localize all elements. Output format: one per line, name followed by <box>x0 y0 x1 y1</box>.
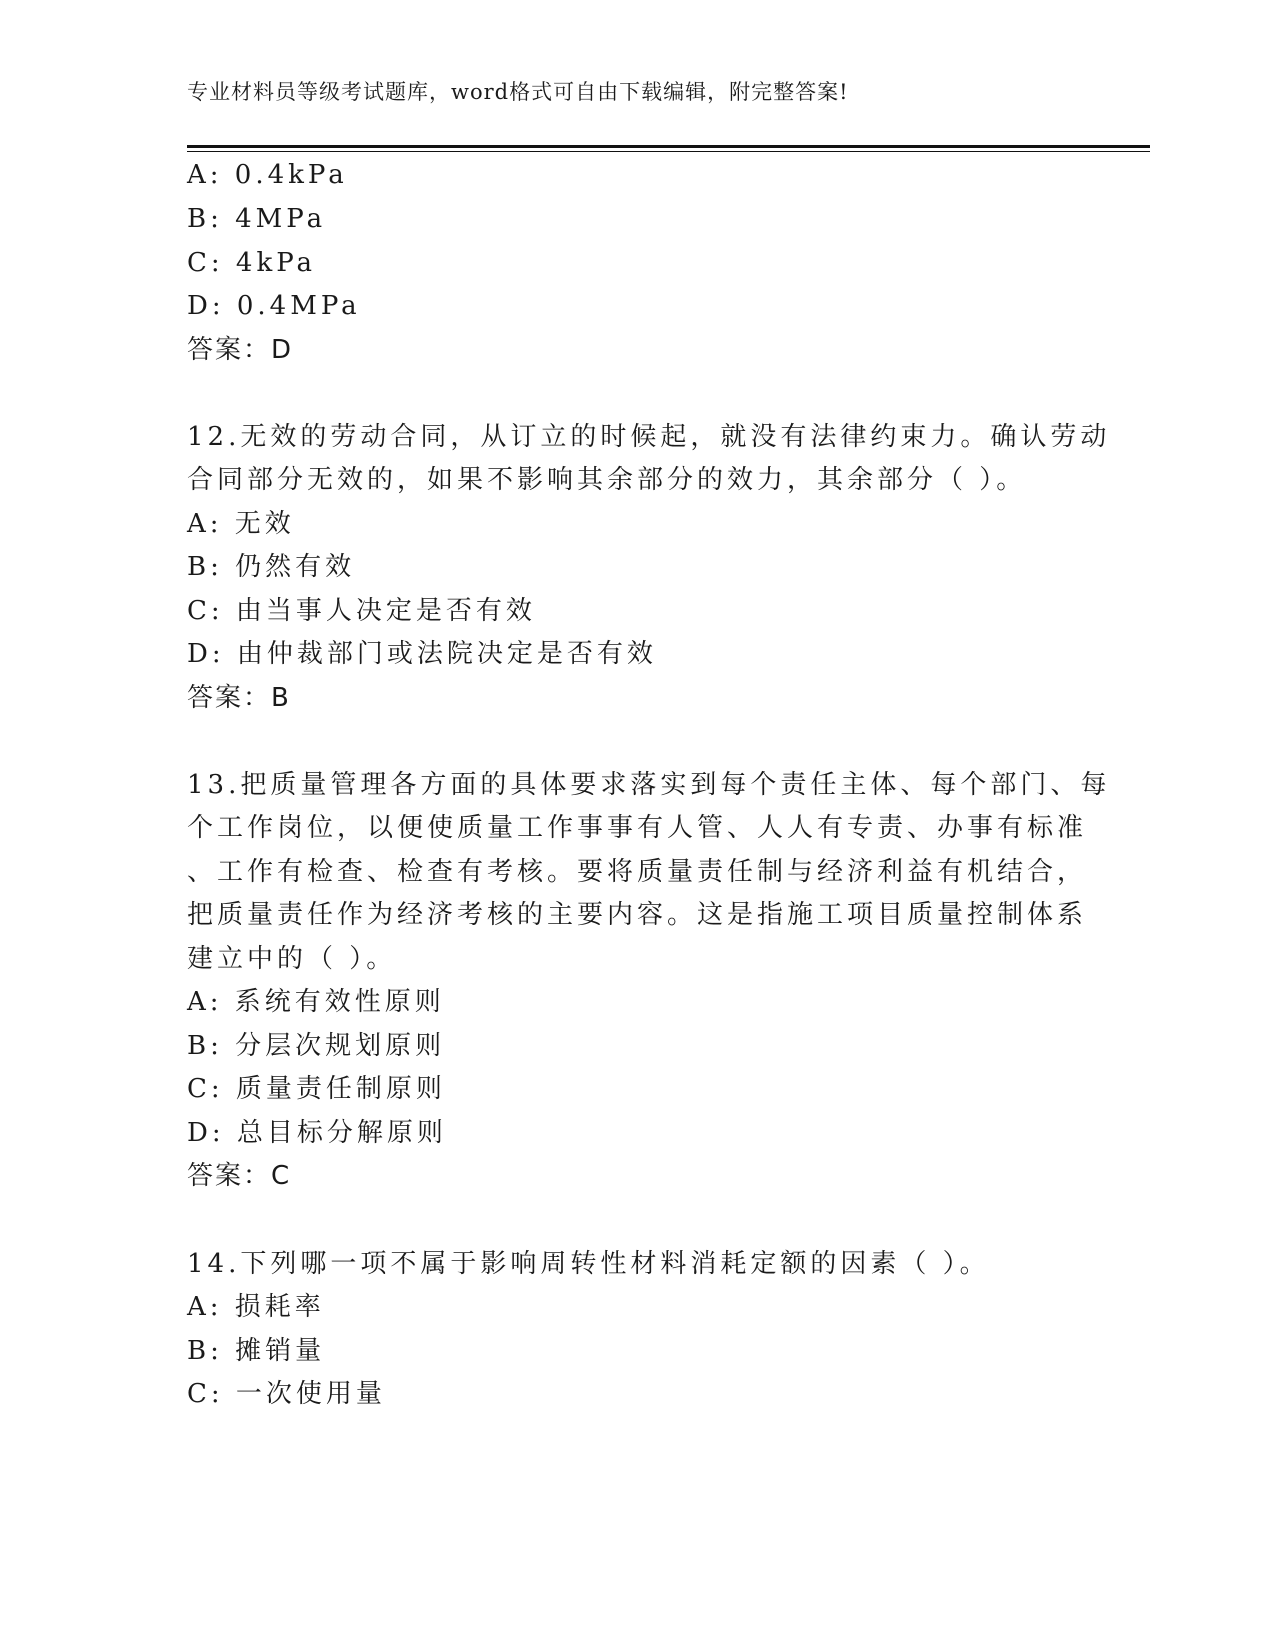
header-note: 专业材料员等级考试题库，word格式可自由下载编辑，附完整答案! <box>187 80 849 104</box>
q12-option-a: A: 无效 <box>187 509 295 539</box>
prev-option-b: B: 4MPa <box>187 204 327 234</box>
q13-answer: 答案：C <box>187 1161 292 1191</box>
q12-option-b: B: 仍然有效 <box>187 552 356 582</box>
prev-answer: 答案：D <box>187 335 294 365</box>
prev-option-a: A: 0.4kPa <box>187 160 348 190</box>
q12-option-c: C: 由当事人决定是否有效 <box>187 596 536 626</box>
q14-option-a: A: 损耗率 <box>187 1292 325 1322</box>
prev-option-c: C: 4kPa <box>187 248 317 278</box>
q13-option-b: B: 分层次规划原则 <box>187 1031 446 1061</box>
q12-option-d: D: 由仲裁部门或法院决定是否有效 <box>187 639 657 669</box>
q13-option-a: A: 系统有效性原则 <box>187 987 445 1017</box>
q14-stem-line-1: 14.下列哪一项不属于影响周转性材料消耗定额的因素（ ）。 <box>187 1249 990 1279</box>
q13-option-d: D: 总目标分解原则 <box>187 1118 447 1148</box>
q13-stem-line-5: 建立中的（ ）。 <box>187 944 397 974</box>
prev-option-d: D: 0.4MPa <box>187 291 361 321</box>
header-rule <box>187 145 1150 148</box>
q12-stem-line-2: 合同部分无效的，如果不影响其余部分的效力，其余部分（ ）。 <box>187 465 1027 495</box>
header-rule-thin <box>187 151 1150 152</box>
q13-stem-line-3: 、工作有检查、检查有考核。要将质量责任制与经济利益有机结合， <box>187 857 1088 887</box>
q13-stem-line-4: 把质量责任作为经济考核的主要内容。这是指施工项目质量控制体系 <box>187 900 1088 930</box>
q14-option-b: B: 摊销量 <box>187 1336 326 1366</box>
q12-stem-line-1: 12.无效的劳动合同，从订立的时候起，就没有法律约束力。确认劳动 <box>187 422 1111 452</box>
q14-option-c: C: 一次使用量 <box>187 1379 386 1409</box>
q12-answer: 答案：B <box>187 683 291 713</box>
q13-stem-line-1: 13.把质量管理各方面的具体要求落实到每个责任主体、每个部门、每 <box>187 770 1111 800</box>
q13-option-c: C: 质量责任制原则 <box>187 1074 446 1104</box>
q13-stem-line-2: 个工作岗位，以便使质量工作事事有人管、人人有专责、办事有标准 <box>187 813 1088 843</box>
